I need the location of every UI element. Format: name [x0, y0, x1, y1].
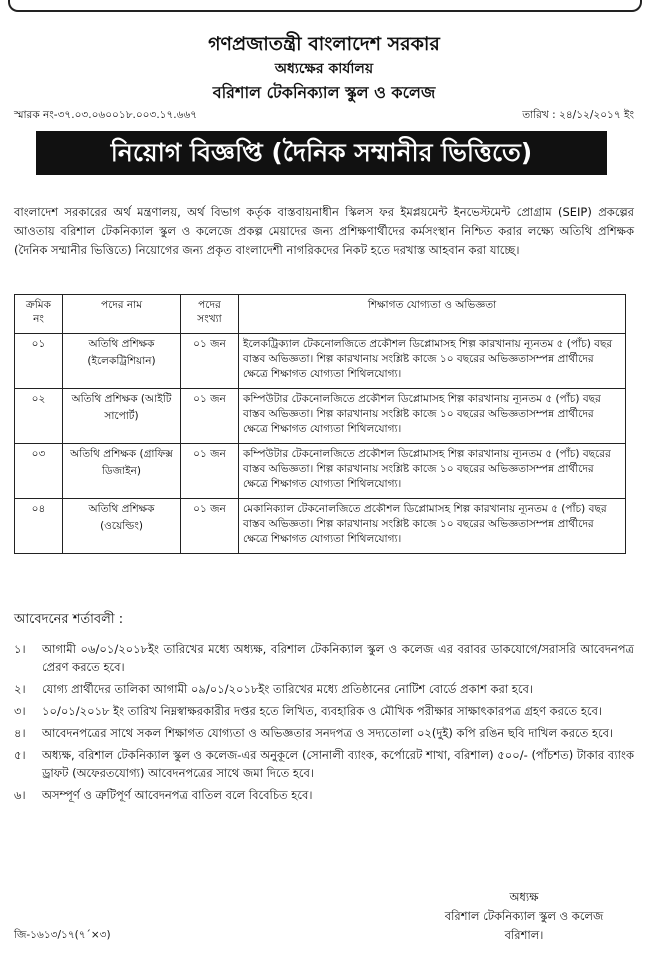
condition-item — [14, 724, 634, 742]
cell-count: ০১ জন — [181, 389, 239, 444]
condition-text: যোগ্য প্রার্থীদের তালিকা আগামী ০৯/০১/২০১৮ইং তারিখের মধ্যে প্রতিষ্ঠানের নোটিশ বোর্ডে প্রকাশ করা হবে। — [42, 682, 533, 696]
cell-post: অতিথি প্রশিক্ষক (ইলেকট্রিশিয়ান) — [63, 334, 181, 389]
intro-paragraph: বাংলাদেশ সরকারের অর্থ মন্ত্রণালয়, অর্থ বিভাগ কর্তৃক বাস্তবায়নাধীন স্কিলস ফর ইমপ্লয়মেন্ট ইনভেস্টমেন্ট প্রোগ্রাম (SEIP) প্রকল্পের আওতায় বরিশাল টেকনিক্যাল স্কুল ও কলেজে প্রকল্প মেয়াদের জন্য প্রশিক্ষণার্থীদের কর্মসংস্থান নিশ্চিত করার লক্ষ্যে অতিথি প্রশিক্ষক (দৈনিক সম্মানীর ভিত্তিতে) নিয়োগের জন্য প্রকৃত বাংলাদেশী নাগরিকদের নিকট হতে দরখাস্ত আহবান করা যাচ্ছে। — [14, 205, 634, 257]
cell-qualification: কম্পিউটার টেকনোলজিতে প্রকৌশল ডিপ্লোমাসহ শিল্প কারখানায় ন্যূনতম ৫ (পাঁচ) বছরের বাস্তব অভিজ্ঞতা। শিল্প কারখানায় সংশ্লিষ্ট কাজে ১০ বছরের অভিজ্ঞতাসম্পন্ন প্রার্থীদের ক্ষেত্রে শিক্ষাগত যোগ্যতা শিথিলযোগ্য। — [239, 444, 626, 499]
cell-count: ০১ জন — [181, 499, 239, 554]
condition-item — [14, 702, 634, 720]
cell-count: ০১ জন — [181, 444, 239, 499]
cell-serial: ০১ — [15, 334, 63, 389]
col-header-count: পদের সংখ্যা — [181, 295, 239, 334]
signature-title: অধ্যক্ষ — [509, 890, 539, 904]
condition-text: আগামী ০৬/০১/২০১৮ইং তারিখের মধ্যে অধ্যক্ষ, বরিশাল টেকনিক্যাল স্কুল ও কলেজ এর বরাবর ডাকযোগে/সরাসরি আবেদনপত্র প্রেরণ করতে হবে। — [42, 642, 634, 674]
condition-text: আবেদনপত্রের সাথে সকল শিক্ষাগত যোগ্যতা ও অভিজ্ঞতার সনদপত্র ও সদ্যতোলা ০২(দুই) কপি রঙিন ছবি দাখিল করতে হবে। — [42, 726, 614, 740]
condition-text: অধ্যক্ষ, বরিশাল টেকনিক্যাল স্কুল ও কলেজ-এর অনুকূলে (সোনালী ব্যাংক, কর্পোরেট শাখা, বরিশাল) ৫০০/- (পাঁচশত) টাকার ব্যাংক ড্রাফট (অফেরতযোগ্য) আবেদনপত্রের সাথে জমা দিতে হবে। — [42, 748, 634, 780]
condition-item — [14, 680, 634, 698]
signature-block — [414, 888, 634, 945]
table-row — [15, 499, 626, 554]
condition-item — [14, 640, 634, 676]
table-row — [15, 444, 626, 499]
header-institution: বরিশাল টেকনিক্যাল স্কুল ও কলেজ — [212, 83, 436, 102]
cell-qualification: মেকানিক্যাল টেকনোলজিতে প্রকৌশল ডিপ্লোমাসহ শিল্প কারখানায় ন্যূনতম ৫ (পাঁচ) বছর বাস্তব অভিজ্ঞতা। শিল্প কারখানায় সংশ্লিষ্ট কাজে ১০ বছরের অভিজ্ঞতাসম্পন্ন প্রার্থীদের ক্ষেত্রে শিক্ষাগত যোগ্যতা শিথিলযোগ্য। — [239, 499, 626, 554]
table-row — [15, 334, 626, 389]
condition-number: ৪। — [14, 726, 26, 740]
conditions-list — [14, 640, 634, 808]
conditions-title: আবেদনের শর্তাবলী : — [14, 612, 124, 627]
cell-post: অতিথি প্রশিক্ষক (গ্রাফিক্স ডিজাইন) — [63, 444, 181, 499]
condition-number: ২। — [14, 682, 26, 696]
condition-item — [14, 786, 634, 804]
condition-item — [14, 746, 634, 782]
cell-serial: ০৩ — [15, 444, 63, 499]
header-office: অধ্যক্ষের কার্যালয় — [274, 61, 374, 77]
memo-number: স্মারক নং-৩৭.০৩.০৬০০১৮.০০৩.১৭.৬৬৭ — [14, 109, 198, 121]
signature-org: বরিশাল টেকনিক্যাল স্কুল ও কলেজ — [444, 909, 604, 923]
condition-number: ৬। — [14, 788, 26, 802]
table-header-row — [15, 295, 626, 334]
col-header-post: পদের নাম — [63, 295, 181, 334]
top-frame-decoration — [8, 0, 642, 12]
reference-code: জি-১৬১৩/১৭(৭´×৩) — [14, 929, 111, 941]
condition-number: ১। — [14, 642, 26, 656]
condition-text: অসম্পূর্ণ ও ত্রুটিপূর্ণ আবেদনপত্র বাতিল বলে বিবেচিত হবে। — [42, 788, 313, 802]
notice-title-banner: নিয়োগ বিজ্ঞপ্তি (দৈনিক সম্মানীর ভিত্তিতে) — [36, 131, 607, 175]
notice-date: তারিখ : ২৪/১২/২০১৭ ইং — [522, 109, 634, 121]
cell-serial: ০৪ — [15, 499, 63, 554]
signature-place: বরিশাল। — [504, 928, 544, 942]
cell-post: অতিথি প্রশিক্ষক (আইটি সাপোর্ট) — [63, 389, 181, 444]
col-header-serial: ক্রমিক নং — [15, 295, 63, 334]
condition-number: ৩। — [14, 704, 26, 718]
cell-post: অতিথি প্রশিক্ষক (ওয়েল্ডিং) — [63, 499, 181, 554]
posts-table — [14, 294, 626, 554]
cell-count: ০১ জন — [181, 334, 239, 389]
cell-qualification: ইলেকট্রিক্যাল টেকনোলজিতে প্রকৌশল ডিপ্লোমাসহ শিল্প কারখানায় ন্যূনতম ৫ (পাঁচ) বছর বাস্তব অভিজ্ঞতা। শিল্প কারখানায় সংশ্লিষ্ট কাজে ১০ বছরের অভিজ্ঞতাসম্পন্ন প্রার্থীদের ক্ষেত্রে শিক্ষাগত যোগ্যতা শিথিলযোগ্য। — [239, 334, 626, 389]
condition-number: ৫। — [14, 748, 26, 762]
header-government: গণপ্রজাতন্ত্রী বাংলাদেশ সরকার — [208, 33, 440, 55]
table-row — [15, 389, 626, 444]
cell-serial: ০২ — [15, 389, 63, 444]
condition-text: ১০/০১/২০১৮ ইং তারিখ নিম্নস্বাক্ষরকারীর দপ্তর হতে লিখিত, ব্যবহারিক ও মৌখিক পরীক্ষার সাক্ষাৎকারপত্র গ্রহণ করতে হবে। — [42, 704, 603, 718]
col-header-qualification: শিক্ষাগত যোগ্যতা ও অভিজ্ঞতা — [239, 295, 626, 334]
cell-qualification: কম্পিউটার টেকনোলজিতে প্রকৌশল ডিপ্লোমাসহ শিল্প কারখানায় ন্যূনতম ৫ (পাঁচ) বছর বাস্তব অভিজ্ঞতা। শিল্প কারখানায় সংশ্লিষ্ট কাজে ১০ বছরের অভিজ্ঞতাসম্পন্ন প্রার্থীদের ক্ষেত্রে শিক্ষাগত যোগ্যতা শিথিলযোগ্য। — [239, 389, 626, 444]
